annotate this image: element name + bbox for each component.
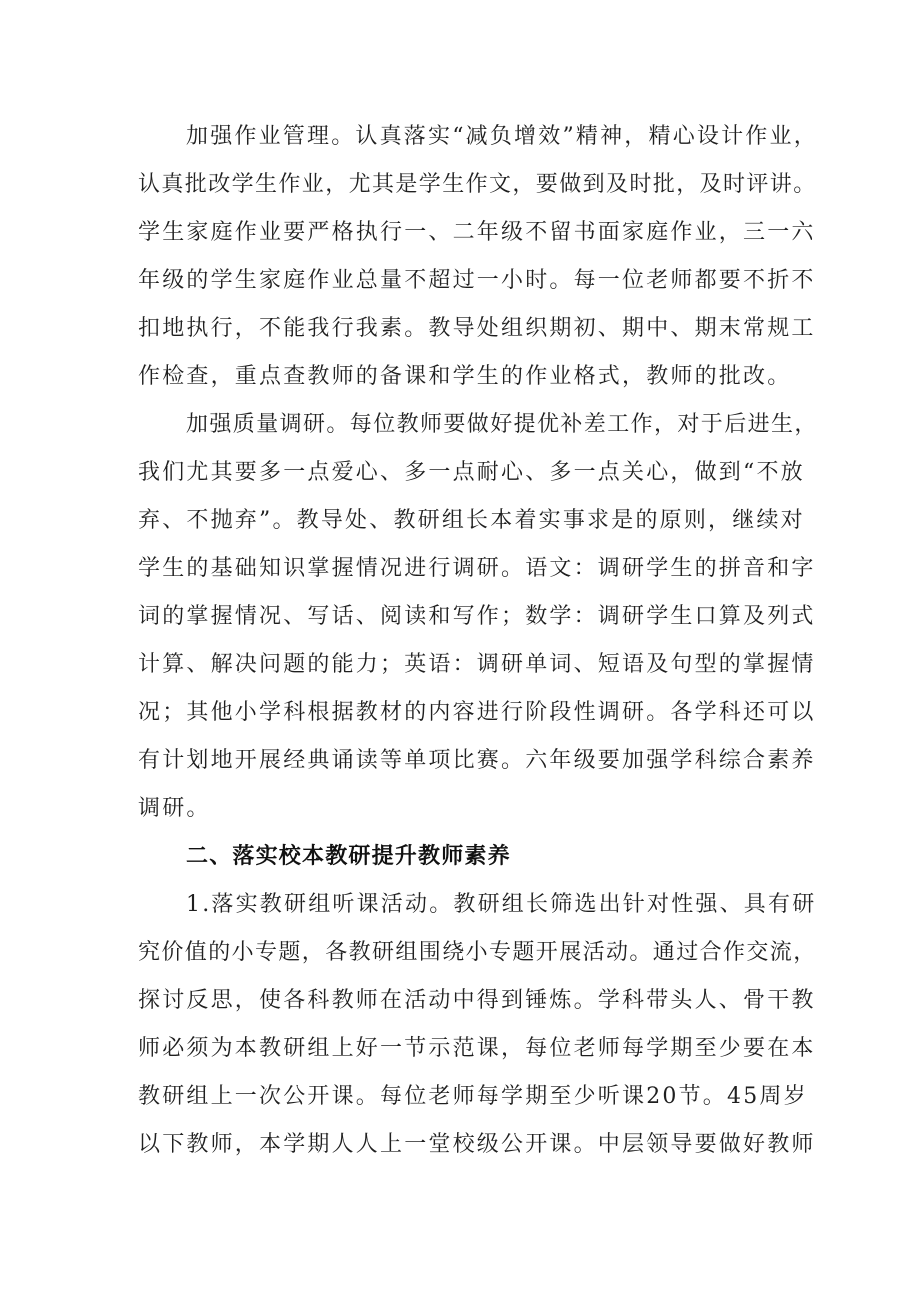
text-line: 年级的学生家庭作业总量不超过一小时。每一位老师都要不折不: [138, 268, 816, 293]
text-line: 学生家庭作业要严格执行一、二年级不留书面家庭作业，三一六: [138, 220, 816, 245]
text-line: 弃、不抛弃”。教导处、教研组长本着实事求是的原则，继续对: [138, 508, 805, 533]
text-line: 师必须为本教研组上好一节示范课，每位老师每学期至少要在本: [138, 1036, 816, 1061]
text-line: 词的掌握情况、写话、阅读和写作；数学：调研学生口算及列式: [138, 604, 816, 629]
text-line: 1.落实教研组听课活动。教研组长筛选出针对性强、具有研: [186, 892, 817, 917]
text-line: 况；其他小学科根据教材的内容进行阶段性调研。各学科还可以: [138, 700, 816, 725]
text-line: 以下教师，本学期人人上一堂校级公开课。中层领导要做好教师: [138, 1132, 816, 1157]
text-line: 作检查，重点查教师的备课和学生的作业格式，教师的批改。: [138, 364, 792, 389]
text-line: 认真批改学生作业，尤其是学生作文，要做到及时批，及时评讲。: [138, 172, 817, 197]
text-line: 扣地执行，不能我行我素。教导处组织期初、期中、期末常规工: [138, 316, 816, 341]
text-line: 究价值的小专题，各教研组围绕小专题开展活动。通过合作交流，: [138, 940, 817, 965]
text-line: 我们尤其要多一点爱心、多一点耐心、多一点关心，做到“不放: [138, 460, 805, 485]
text-line: 学生的基础知识掌握情况进行调研。语文：调研学生的拼音和字: [138, 556, 816, 581]
text-line: 计算、解决问题的能力；英语：调研单词、短语及句型的掌握情: [138, 652, 816, 677]
text-line: 加强作业管理。认真落实“减负增效”精神，精心设计作业，: [186, 124, 818, 149]
text-line: 探讨反思，使各科教师在活动中得到锤炼。学科带头人、骨干教: [138, 988, 816, 1013]
section-heading: 二、落实校本教研提升教师素养: [186, 844, 511, 869]
text-line: 教研组上一次公开课。每位老师每学期至少听课20节。45周岁: [138, 1084, 808, 1109]
text-line: 调研。: [138, 796, 211, 821]
text-line: 有计划地开展经典诵读等单项比赛。六年级要加强学科综合素养: [138, 748, 816, 773]
text-line: 加强质量调研。每位教师要做好提优补差工作，对于后进生，: [186, 412, 818, 437]
